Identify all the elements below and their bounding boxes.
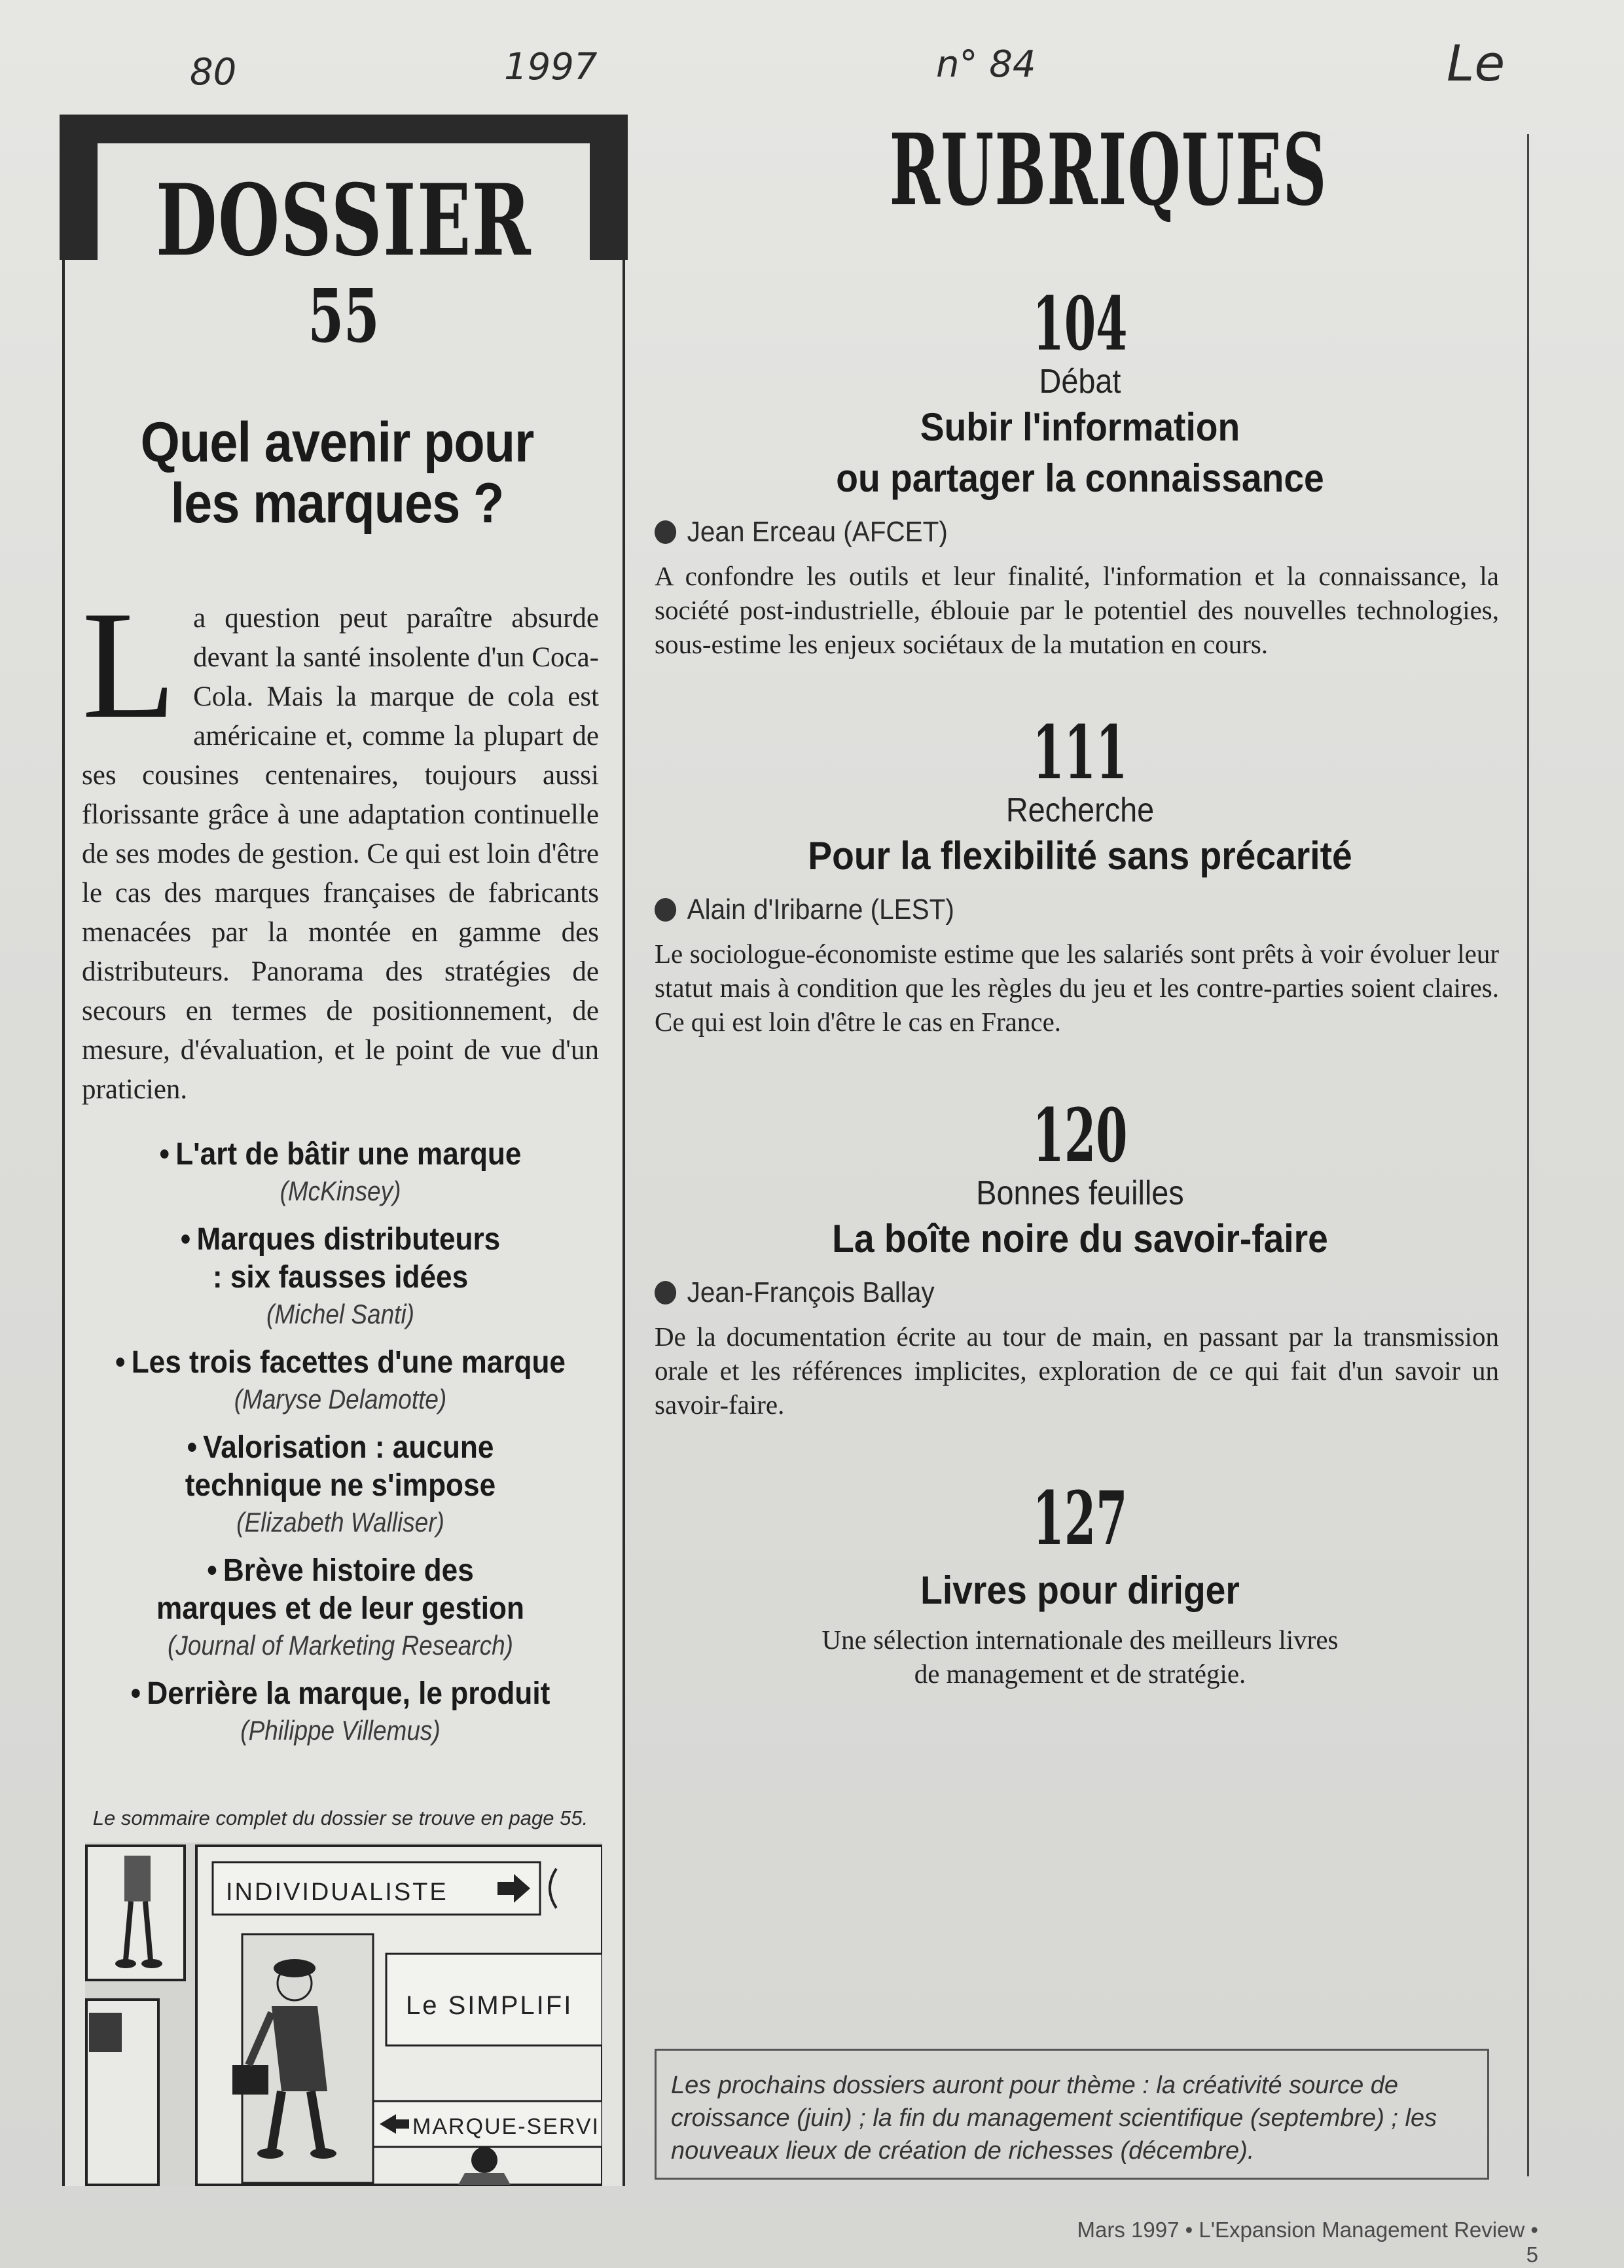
dossier-intro-text: a question peut paraître absurde devant la santé insolente d'un Coca-Cola. Mais la marque de cola est américaine et, comme la plupart de ses cousines centenaires, toujours aussi florissante grâce à une adaptation continuelle de ses modes de gestion. Ce qui est loin d'être le cas des marques françaises de fabricants menacées par la montée en gamme des distributeurs. Panorama des stratégies de secours en termes de positionnement, de mesure, d'évaluation, et le point de vue d'un praticien. (82, 603, 599, 1105)
rubrique-entry[interactable] (655, 1093, 1506, 1422)
rubrique-page-number: 104 (1032, 281, 1128, 367)
article-author: (Maryse Delamotte) (234, 1384, 447, 1414)
bullet-icon: • (159, 1137, 170, 1172)
dossier-label: DOSSIER (155, 163, 532, 278)
article-author: (Elizabeth Walliser) (236, 1507, 444, 1538)
sign-marque-service: MARQUE-SERVI (412, 2114, 600, 2139)
dossier-article[interactable] (79, 1221, 602, 1332)
rubrique-category: Débat (1039, 363, 1121, 401)
bullet-dot-icon (655, 898, 676, 922)
handwritten-year: 1997 (504, 46, 598, 88)
handwritten-page-mark: 80 (190, 51, 237, 94)
rubrique-title: Subir l'information ou partager la connaissance (836, 405, 1324, 500)
dossier-article[interactable] (79, 1675, 602, 1748)
bullet-icon: • (187, 1430, 198, 1465)
rubrique-page-number: 120 (1032, 1093, 1128, 1179)
rubrique-category: Bonnes feuilles (976, 1174, 1184, 1212)
rubrique-page-number: 111 (1032, 710, 1128, 796)
article-title: L'art de bâtir une marque (175, 1137, 522, 1172)
rubrique-description: A confondre les outils et leur finalité, l'information et la connaissance, la société post-industrielle, éblouie par le potentiel des nouvelles technologies, sous-estime les enjeux sociétaux de la mutation en cours. (655, 561, 1499, 659)
dossier-headline (105, 412, 570, 534)
bullet-icon: • (180, 1222, 191, 1257)
rubrique-page-number: 127 (1032, 1476, 1128, 1562)
article-author: (Philippe Villemus) (240, 1715, 441, 1746)
rubriques-label: RUBRIQUES (889, 113, 1327, 228)
dossier-intro (82, 580, 599, 1109)
dossier-page-number: 55 (308, 274, 380, 359)
businessman-signs-illustration (85, 1843, 602, 2186)
article-title: Valorisation : aucune technique ne s'impose (185, 1430, 496, 1503)
rubrique-description: Une sélection internationale des meilleurs livres de management et de stratégie. (821, 1625, 1339, 1689)
drop-cap: L (82, 580, 177, 751)
rubrique-title: La boîte noire du savoir-faire (832, 1217, 1328, 1261)
article-author: (Michel Santi) (266, 1299, 414, 1329)
rubrique-title: Pour la flexibilité sans précarité (808, 834, 1352, 878)
rubrique-description: Le sociologue-économiste estime que les salariés sont prêts à voir évoluer leur statut mais à condition que les règles du jeu et les contre-parties soient claires. Ce qui est loin d'être le cas en France. (655, 939, 1499, 1037)
article-title: Brève histoire des marques et de leur gestion (156, 1553, 524, 1626)
article-title: Derrière la marque, le produit (147, 1676, 550, 1711)
rubrique-title: Livres pour diriger (920, 1568, 1240, 1612)
dossier-summary-note: Le sommaire complet du dossier se trouve en page 55. (92, 1807, 588, 1829)
rubrique-author: Jean-François Ballay (655, 1272, 1437, 1313)
article-title: Les trois facettes d'une marque (131, 1345, 566, 1380)
rubrique-description: De la documentation écrite au tour de main, en passant par la transmission orale et les références implicites, exploration de ce qui fait d'un savoir un savoir-faire. (655, 1322, 1499, 1420)
bullet-icon: • (130, 1676, 141, 1711)
bullet-icon: • (207, 1553, 217, 1588)
dossier-article[interactable] (79, 1552, 602, 1663)
sign-le-simplifie: Le SIMPLIFI (406, 1991, 573, 2020)
upcoming-dossiers-box: Les prochains dossiers auront pour thème : la créativité source de croissance (juin) ; la fin du management scientifique (septembre) ; les nouveaux lieux de création de richesses (décembre). (655, 2049, 1489, 2180)
dossier-article-list (79, 1136, 602, 1760)
rubrique-entry[interactable] (655, 1476, 1506, 1691)
rubrique-entry[interactable] (655, 710, 1506, 1039)
dossier-headline-line1: Quel avenir pour (140, 411, 534, 474)
dossier-headline-line2: les marques ? (170, 471, 504, 535)
rubrique-entry[interactable] (655, 281, 1506, 661)
bullet-dot-icon (655, 1281, 676, 1305)
dossier-illustration (85, 1843, 602, 2186)
column-rule (1527, 134, 1529, 2176)
article-author: (Journal of Marketing Research) (168, 1630, 513, 1661)
rubrique-category: Recherche (1005, 791, 1155, 829)
rubrique-author: Alain d'Iribarne (LEST) (655, 890, 1437, 930)
bullet-dot-icon (655, 520, 676, 544)
dossier-article[interactable] (79, 1344, 602, 1417)
article-author: (McKinsey) (280, 1176, 401, 1206)
dossier-article[interactable] (79, 1136, 602, 1209)
dossier-article[interactable] (79, 1429, 602, 1540)
rubrique-author: Jean Erceau (AFCET) (655, 512, 1437, 552)
sign-individualiste: INDIVIDUALISTE (226, 1879, 448, 1906)
article-title: Marques distributeurs : six fausses idées (196, 1222, 501, 1295)
handwritten-issue-number: n° 84 (936, 43, 1036, 86)
handwritten-note: Le (1447, 34, 1506, 92)
bullet-icon: • (115, 1345, 126, 1380)
page-footer: Mars 1997 • L'Expansion Management Review • 5 (1077, 2218, 1538, 2267)
